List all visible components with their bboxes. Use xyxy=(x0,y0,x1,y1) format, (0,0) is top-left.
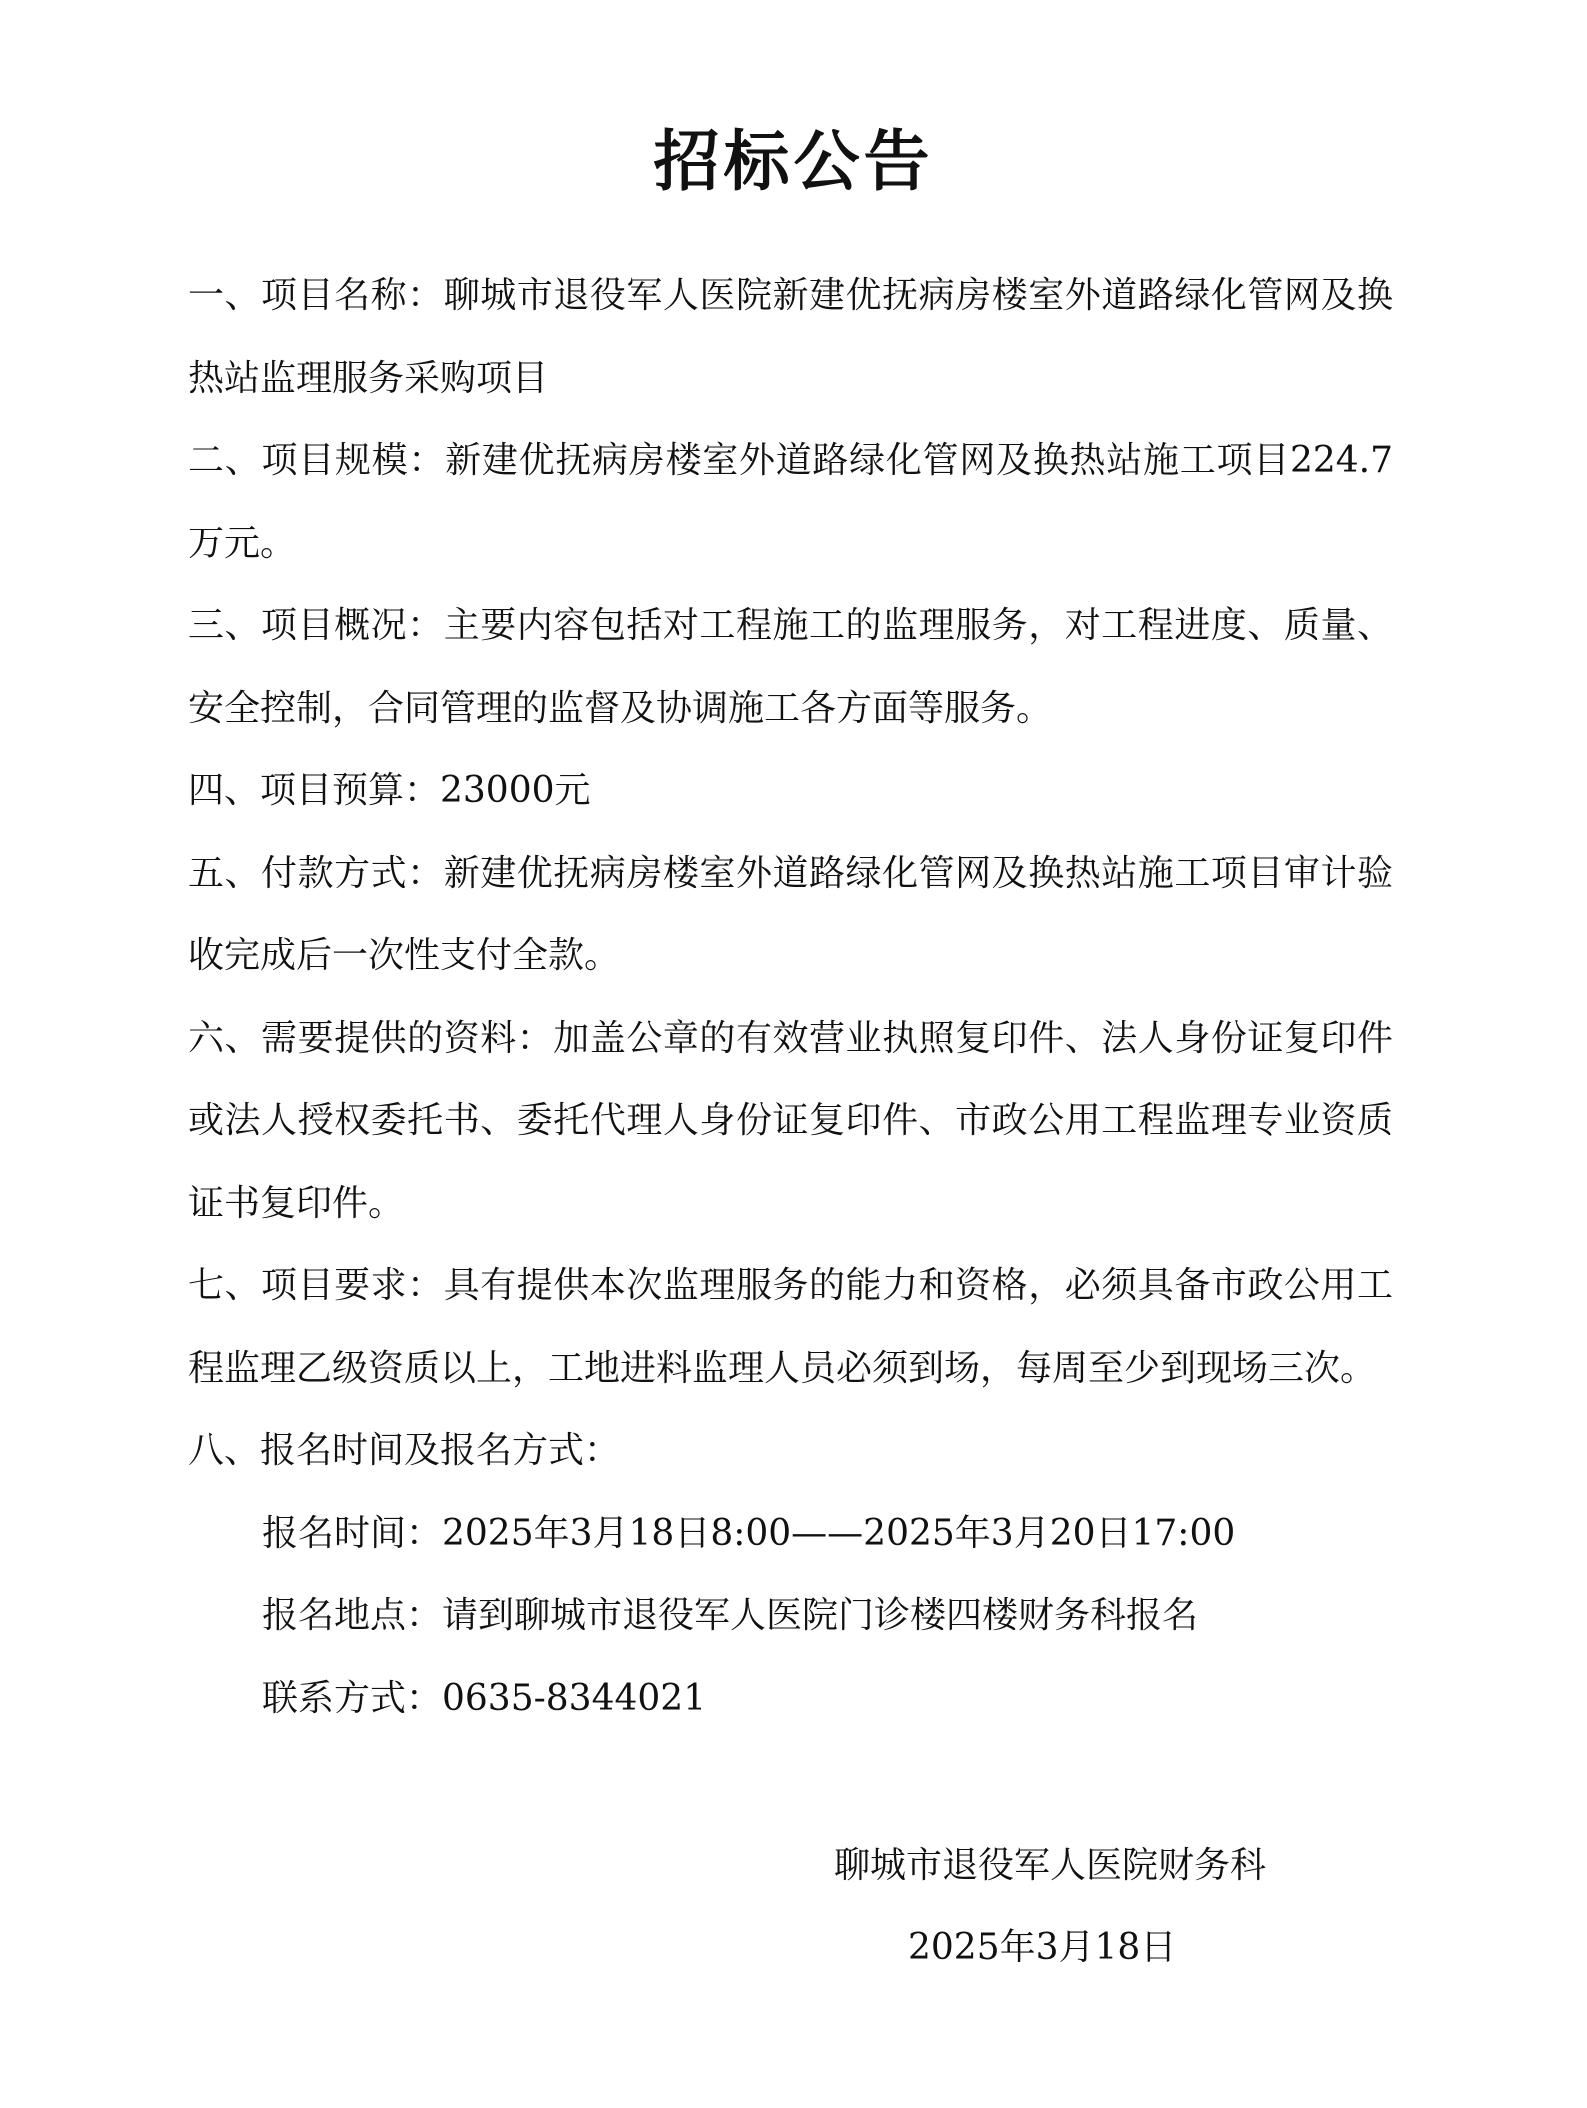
section-project-overview: 三、项目概况：主要内容包括对工程施工的监理服务，对工程进度、质量、安全控制，合同管理的监督及协调施工各方面等服务。 xyxy=(188,605,1393,729)
registration-location: 报名地点：请到聊城市退役军人医院门诊楼四楼财务科报名 xyxy=(262,1595,1199,1636)
section-payment-method: 五、付款方式：新建优抚病房楼室外道路绿化管网及换热站施工项目审计验收完成后一次性支付全款。 xyxy=(188,852,1393,976)
section-project-budget: 四、项目预算：23000元 xyxy=(188,770,591,811)
document-title: 招标公告 xyxy=(653,122,934,200)
section-project-scale: 二、项目规模：新建优抚病房楼室外道路绿化管网及换热站施工项目224.7万元。 xyxy=(188,440,1393,564)
section-registration-heading: 八、报名时间及报名方式： xyxy=(188,1430,621,1471)
signature-date: 2025年3月18日 xyxy=(908,1927,1177,1968)
registration-contact: 联系方式：0635-8344021 xyxy=(262,1677,707,1719)
signature-organization: 聊城市退役军人医院财务科 xyxy=(834,1845,1267,1886)
registration-time: 报名时间：2025年3月18日8:00——2025年3月20日17:00 xyxy=(262,1512,1236,1554)
document-body xyxy=(188,255,1393,1740)
section-project-requirements: 七、项目要求：具有提供本次监理服务的能力和资格，必须具备市政公用工程监理乙级资质以上，工地进料监理人员必须到场，每周至少到现场三次。 xyxy=(188,1265,1393,1389)
section-required-documents: 六、需要提供的资料：加盖公章的有效营业执照复印件、法人身份证复印件或法人授权委托书、委托代理人身份证复印件、市政公用工程监理专业资质证书复印件。 xyxy=(188,1017,1393,1224)
section-project-name: 一、项目名称：聊城市退役军人医院新建优抚病房楼室外道路绿化管网及换热站监理服务采购项目 xyxy=(188,275,1393,399)
